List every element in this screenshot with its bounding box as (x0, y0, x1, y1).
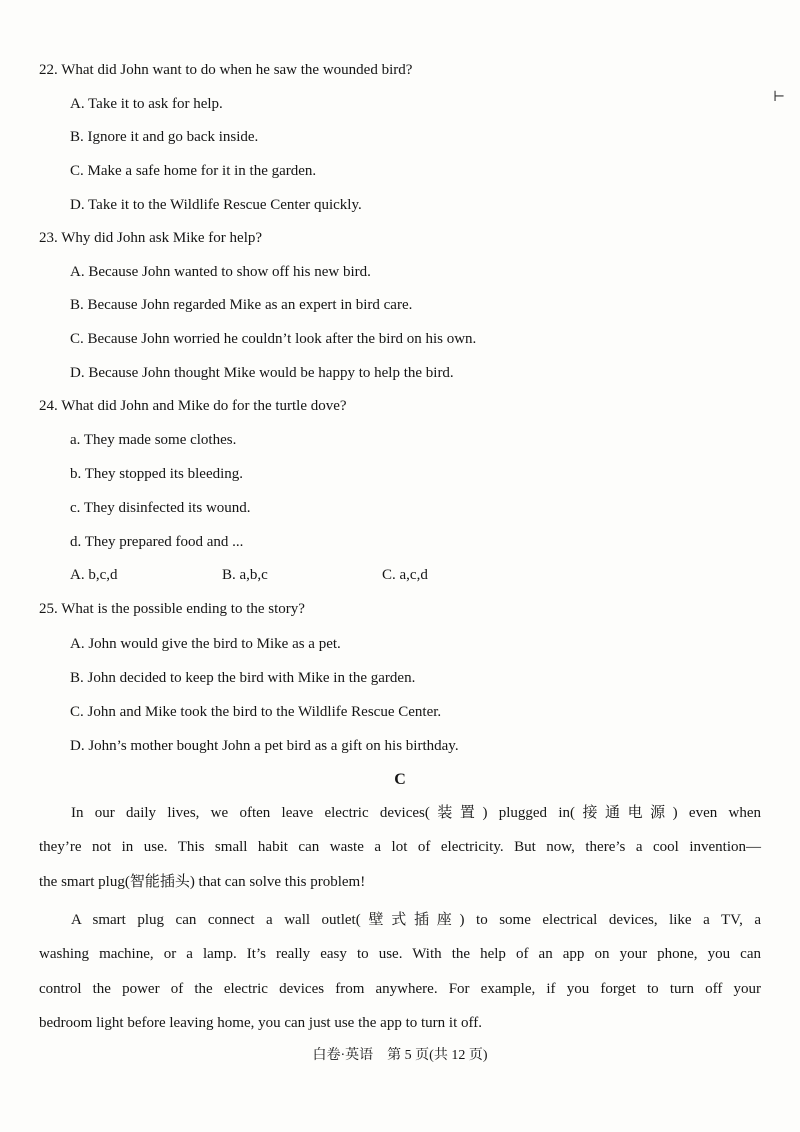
passage-line-4: A smart plug can connect a wall outlet(壁式插座) to some electrical devices, like a TV, a (71, 912, 761, 928)
question-23-stem: 23. Why did John ask Mike for help? (39, 230, 263, 246)
margin-mark: ⊢ (773, 90, 786, 105)
question-25-option-a: A. John would give the bird to Mike as a pet. (70, 636, 341, 652)
question-23-option-d: D. Because John thought Mike would be happy to help the bird. (70, 365, 454, 381)
question-22-option-c: C. Make a safe home for it in the garden. (70, 163, 317, 179)
question-24-item-c: c. They disinfected its wound. (70, 500, 251, 516)
question-22-stem: 22. What did John want to do when he saw the wounded bird? (39, 62, 413, 78)
question-22-option-b: B. Ignore it and go back inside. (70, 129, 259, 145)
question-24-choice-c: C. a,c,d (382, 567, 428, 583)
question-24-choice-b: B. a,b,c (222, 567, 268, 583)
passage-line-7: bedroom light before leaving home, you can just use the app to turn it off. (39, 1015, 482, 1031)
passage-line-1: In our daily lives, we often leave electric devices(装置) plugged in(接通电源) even when (71, 805, 761, 821)
question-24-stem: 24. What did John and Mike do for the turtle dove? (39, 398, 347, 414)
question-24-item-d: d. They prepared food and ... (70, 534, 244, 550)
question-23-option-a: A. Because John wanted to show off his new bird. (70, 264, 371, 280)
question-22-option-d: D. Take it to the Wildlife Rescue Center quickly. (70, 197, 362, 213)
question-25-option-c: C. John and Mike took the bird to the Wildlife Rescue Center. (70, 704, 442, 720)
question-24-item-b: b. They stopped its bleeding. (70, 466, 244, 482)
passage-line-2: they’re not in use. This small habit can waste a lot of electricity. But now, there’s a cool invention— (39, 839, 761, 855)
question-25-stem: 25. What is the possible ending to the story? (39, 601, 305, 617)
question-25-option-d: D. John’s mother bought John a pet bird as a gift on his birthday. (70, 738, 459, 754)
question-22-option-a: A. Take it to ask for help. (70, 96, 223, 112)
question-23-option-c: C. Because John worried he couldn’t look after the bird on his own. (70, 331, 477, 347)
passage-line-6: control the power of the electric devices from anywhere. For example, if you forget to turn off your (39, 981, 761, 997)
question-25-option-b: B. John decided to keep the bird with Mike in the garden. (70, 670, 416, 686)
passage-line-3: the smart plug(智能插头) that can solve this problem! (39, 874, 366, 890)
passage-line-5: washing machine, or a lamp. It’s really easy to use. With the help of an app on your phone, you can (39, 946, 761, 962)
section-heading: C (394, 771, 406, 788)
question-24-item-a: a. They made some clothes. (70, 432, 237, 448)
question-24-choice-a: A. b,c,d (70, 567, 118, 583)
question-23-option-b: B. Because John regarded Mike as an expert in bird care. (70, 297, 413, 313)
page-footer: 白卷·英语 第 5 页(共 12 页) (312, 1048, 488, 1063)
